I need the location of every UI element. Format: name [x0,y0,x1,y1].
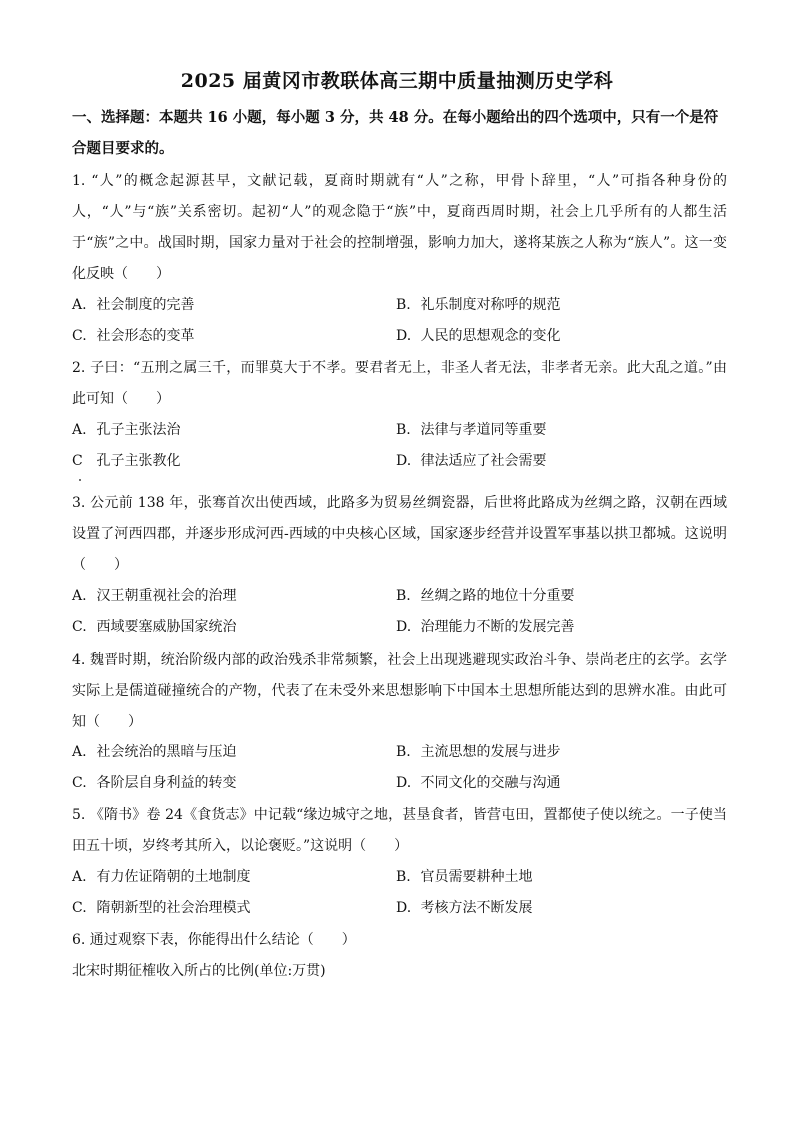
q3-option-d-label: D. [396,619,412,635]
q2-option-d-label: D. [396,453,412,469]
q3-option-b-text: 丝绸之路的地位十分重要 [420,588,575,604]
q2-option-b [396,420,546,440]
q4-option-a [72,742,236,762]
q3-option-b-label: B. [396,588,411,604]
q5-option-d-label: D. [396,900,412,916]
q2-option-c-label: C [72,453,83,469]
q4-option-a-label: A. [72,744,87,760]
q3-option-c-text: 西域要塞威胁国家统治 [96,619,237,635]
q2-option-c [72,451,180,471]
page-title: 2025 届黄冈市教联体高三期中质量抽测历史学科 [180,70,614,92]
q2-option-b-label: B. [396,422,411,438]
q5-option-a-label: A. [72,869,87,885]
question-3-stem: 3. 公元前 138 年，张骞首次出使西域，此路多为贸易丝绸瓷器，后世将此路成为丝绸之路，汉朝在西域设置了河西四郡，并逐步形成河西-西域的中央核心区域，国家逐步经营并设置军事基以拱卫都城。这说明（ ） [72,495,727,573]
scan-dot [79,479,81,481]
q1-option-c-text: 社会形态的变革 [96,328,195,344]
q2-option-c-text: 孔子主张教化 [96,453,181,469]
table-caption: 北宋时期征榷收入所占的比例(单位:万贯) [72,963,326,979]
q3-option-b [396,586,574,606]
question-6-stem: 6. 通过观察下表，你能得出什么结论（ ） [72,932,356,948]
question-1-stem: 1. “人”的概念起源甚早，文献记载，夏商时期就有“人”之称，甲骨卜辞里，“人”可指各种身份的人，“人”与“族”关系密切。起初“人”的观念隐于“族”中，夏商西周时期，社会上几乎所有的人都生活于“族”之中。战国时期，国家力量对于社会的控制增强，影响力加大，遂将某族之人称为“族人”。这一变化反映（ ） [72,173,727,282]
q1-option-c-label: C. [72,328,87,344]
q4-option-d-text: 不同文化的交融与沟通 [420,775,561,791]
q5-option-b [396,867,532,887]
q3-option-d [396,617,574,637]
q5-option-c-label: C. [72,900,87,916]
q5-option-c [72,898,250,918]
q3-option-a [72,586,236,606]
q4-option-c [72,773,236,793]
q3-option-c [72,617,236,637]
q4-option-d [396,773,560,793]
q1-option-d [396,326,560,346]
q3-option-c-label: C. [72,619,87,635]
q1-option-b-text: 礼乐制度对称呼的规范 [420,297,561,313]
q1-option-b [396,295,560,315]
q4-option-c-text: 各阶层自身利益的转变 [96,775,237,791]
q4-option-d-label: D. [396,775,412,791]
q5-option-c-text: 隋朝新型的社会治理模式 [96,900,251,916]
q4-option-b-text: 主流思想的发展与进步 [420,744,561,760]
q3-option-a-text: 汉王朝重视社会的治理 [96,588,237,604]
question-4-stem: 4. 魏晋时期，统治阶级内部的政治残杀非常频繁，社会上出现逃避现实政治斗争、崇尚老庄的玄学。玄学实际上是儒道碰撞统合的产物，代表了在未受外来思想影响下中国本土思想所能达到的思辨水准。由此可知（ ） [72,652,727,730]
q4-option-a-text: 社会统治的黑暗与压迫 [96,744,237,760]
q1-option-c [72,326,194,346]
q5-option-b-label: B. [396,869,411,885]
q1-option-a [72,295,194,315]
q1-option-a-label: A. [72,297,87,313]
q2-option-d [396,451,546,471]
question-5-stem: 5. 《隋书》卷 24《食货志》中记载“缘边城守之地，甚垦食者，皆营屯田，置都使子使以统之。一子使当田五十顷，岁终考其所入，以论褒贬。”这说明（ ） [72,807,727,854]
q1-option-b-label: B. [396,297,411,313]
q4-option-c-label: C. [72,775,87,791]
q2-option-a-text: 孔子主张法治 [96,422,181,438]
q2-option-a-label: A. [72,422,87,438]
q4-option-b-label: B. [396,744,411,760]
q5-option-d-text: 考核方法不断发展 [420,900,533,916]
q5-option-d [396,898,532,918]
q1-option-a-text: 社会制度的完善 [96,297,195,313]
section-heading: 一、选择题：本题共 16 小题，每小题 3 分，共 48 分。在每小题给出的四个选项中，只有一个是符合题目要求的。 [72,109,719,157]
q3-option-a-label: A. [72,588,87,604]
q1-option-d-text: 人民的思想观念的变化 [420,328,561,344]
q2-option-d-text: 律法适应了社会需要 [420,453,547,469]
q2-option-a [72,420,180,440]
q5-option-b-text: 官员需要耕种土地 [420,869,533,885]
q5-option-a-text: 有力佐证隋朝的土地制度 [96,869,251,885]
q2-option-b-text: 法律与孝道同等重要 [420,422,547,438]
question-2-stem: 2. 子曰：“五刑之属三千，而罪莫大于不孝。要君者无上，非圣人者无法，非孝者无亲。此大乱之道。”由此可知（ ） [72,360,727,407]
q4-option-b [396,742,560,762]
q5-option-a [72,867,250,887]
q3-option-d-text: 治理能力不断的发展完善 [420,619,575,635]
q1-option-d-label: D. [396,328,412,344]
